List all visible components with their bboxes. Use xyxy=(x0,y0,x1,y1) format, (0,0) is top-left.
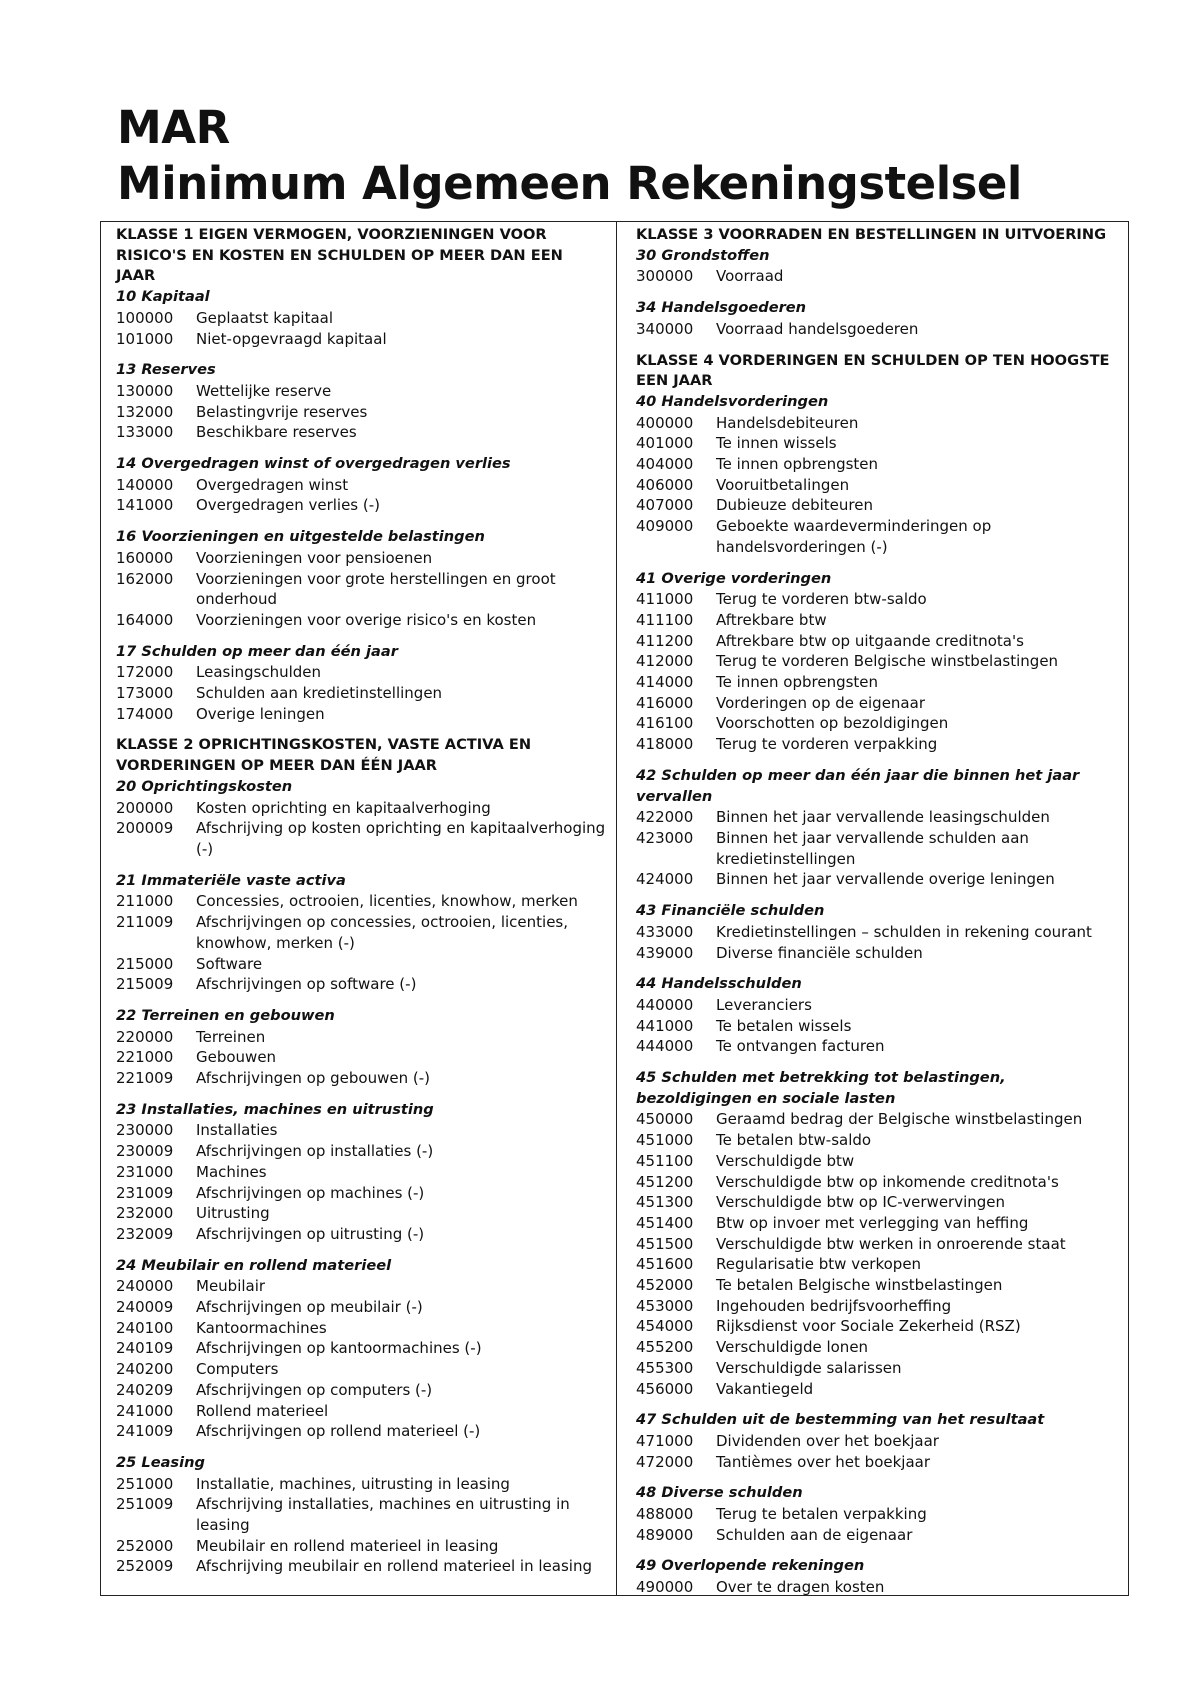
account-code: 221000 xyxy=(116,1048,174,1067)
group-heading: 25 Leasing xyxy=(116,1453,205,1471)
account-code: 440000 xyxy=(636,995,694,1014)
account-code: 422000 xyxy=(636,808,694,827)
account-row xyxy=(116,1183,606,1204)
account-code: 401000 xyxy=(636,434,694,453)
account-row xyxy=(636,413,1120,434)
group-heading: 42 Schulden op meer dan één jaar die binnen het jaar vervallen xyxy=(636,766,1080,805)
account-row xyxy=(116,1401,606,1422)
account-label: Overgedragen verlies (-) xyxy=(196,496,381,515)
account-row xyxy=(116,1494,606,1535)
account-label: Verschuldigde btw werken in onroerende staat xyxy=(716,1234,1066,1253)
account-row xyxy=(116,329,606,350)
account-label: Beschikbare reserves xyxy=(196,423,357,442)
group-heading: 45 Schulden met betrekking tot belastingen, bezoldigingen en sociale lasten xyxy=(636,1069,1006,1107)
account-code: 424000 xyxy=(636,870,694,889)
account-label: Te betalen btw-saldo xyxy=(716,1131,872,1150)
group-heading: 43 Financiële schulden xyxy=(636,902,825,920)
account-code: 454000 xyxy=(636,1317,694,1336)
account-code: 230009 xyxy=(116,1142,174,1161)
account-code: 211009 xyxy=(116,913,174,932)
account-code: 140000 xyxy=(116,475,174,494)
account-label: Binnen het jaar vervallende schulden aan kredietinstellingen xyxy=(716,828,1029,868)
account-row xyxy=(636,651,1120,672)
account-row xyxy=(116,1276,606,1297)
account-row xyxy=(116,1162,606,1183)
account-code: 231000 xyxy=(116,1162,174,1181)
account-row xyxy=(636,1337,1120,1358)
account-code: 456000 xyxy=(636,1379,694,1398)
account-row xyxy=(636,433,1120,454)
account-code: 240009 xyxy=(116,1298,174,1317)
account-row xyxy=(116,954,606,975)
account-label: Afschrijving op kosten oprichting en kapitaalverhoging (-) xyxy=(196,819,606,858)
account-label: Rijksdienst voor Sociale Zekerheid (RSZ) xyxy=(716,1317,1021,1336)
account-code: 407000 xyxy=(636,496,694,515)
account-code: 450000 xyxy=(636,1110,694,1129)
account-row xyxy=(116,662,606,683)
account-code: 232000 xyxy=(116,1204,174,1223)
account-row xyxy=(636,610,1120,631)
account-label: Te betalen Belgische winstbelastingen xyxy=(716,1276,1003,1295)
account-label: Afschrijvingen op rollend materieel (-) xyxy=(196,1422,481,1441)
account-label: Geboekte waardeverminderingen op handelsvorderingen (-) xyxy=(716,517,992,556)
account-row xyxy=(116,1380,606,1401)
account-code: 451500 xyxy=(636,1234,694,1253)
account-code: 200009 xyxy=(116,819,174,838)
group-heading: 49 Overlopende rekeningen xyxy=(636,1557,865,1575)
account-code: 412000 xyxy=(636,652,694,671)
account-label: Aftrekbare btw xyxy=(716,610,827,629)
account-code: 300000 xyxy=(636,267,694,286)
account-code: 418000 xyxy=(636,735,694,754)
account-row xyxy=(636,1577,1120,1598)
account-code: 241009 xyxy=(116,1422,174,1441)
account-code: 451600 xyxy=(636,1255,694,1274)
account-code: 174000 xyxy=(116,704,174,723)
account-label: Kantoormachines xyxy=(196,1318,327,1337)
account-label: Vorderingen op de eigenaar xyxy=(716,693,925,712)
account-row xyxy=(636,1130,1120,1151)
account-label: Rollend materieel xyxy=(196,1401,329,1420)
account-label: Verschuldigde btw op inkomende creditnota's xyxy=(716,1172,1059,1191)
account-label: Overige leningen xyxy=(196,704,325,723)
account-code: 200000 xyxy=(116,798,174,817)
account-row xyxy=(116,974,606,995)
group-heading: 44 Handelsschulden xyxy=(636,975,802,993)
page-title xyxy=(117,100,1022,212)
account-row xyxy=(116,495,606,516)
account-row xyxy=(636,1525,1120,1546)
account-label: Verschuldigde lonen xyxy=(716,1338,869,1357)
account-label: Dubieuze debiteuren xyxy=(716,496,873,515)
account-label: Tantièmes over het boekjaar xyxy=(716,1452,931,1471)
account-code: 251000 xyxy=(116,1474,174,1493)
account-row xyxy=(636,734,1120,755)
account-label: Verschuldigde btw xyxy=(716,1151,855,1170)
account-row xyxy=(636,319,1120,340)
account-row xyxy=(636,1316,1120,1337)
group-heading: 14 Overgedragen winst of overgedragen verlies xyxy=(116,455,511,473)
account-label: Te innen wissels xyxy=(716,434,837,453)
account-label: Voorzieningen voor pensioenen xyxy=(196,548,433,567)
account-code: 455200 xyxy=(636,1338,694,1357)
account-label: Installatie, machines, uitrusting in leasing xyxy=(196,1474,510,1493)
account-row xyxy=(116,1556,606,1577)
account-row xyxy=(636,1296,1120,1317)
account-code: 220000 xyxy=(116,1027,174,1046)
account-code: 160000 xyxy=(116,548,174,567)
group-heading: 47 Schulden uit de bestemming van het resultaat xyxy=(636,1411,1045,1429)
account-label: Te innen opbrengsten xyxy=(716,455,879,474)
account-row xyxy=(636,495,1120,516)
account-code: 400000 xyxy=(636,413,694,432)
group-heading: 23 Installaties, machines en uitrusting xyxy=(116,1100,434,1118)
account-code: 451000 xyxy=(636,1131,694,1150)
account-label: Over te dragen kosten xyxy=(716,1578,885,1597)
account-code: 455300 xyxy=(636,1358,694,1377)
account-row xyxy=(636,1358,1120,1379)
account-code: 241000 xyxy=(116,1401,174,1420)
klasse-heading: KLASSE 1 EIGEN VERMOGEN, VOORZIENINGEN VOOR RISICO'S EN KOSTEN EN SCHULDEN OP MEER DAN EEN JAAR xyxy=(116,226,563,285)
account-label: Belastingvrije reserves xyxy=(196,402,368,421)
account-row xyxy=(636,995,1120,1016)
account-label: Concessies, octrooien, licenties, knowhow, merken xyxy=(196,892,578,911)
account-code: 423000 xyxy=(636,828,694,847)
account-code: 252000 xyxy=(116,1536,174,1555)
account-code: 133000 xyxy=(116,423,174,442)
account-label: Binnen het jaar vervallende leasingschulden xyxy=(716,808,1050,827)
account-label: Voorraad handelsgoederen xyxy=(716,319,919,338)
account-label: Afschrijvingen op software (-) xyxy=(196,975,417,994)
account-code: 433000 xyxy=(636,922,694,941)
account-label: Binnen het jaar vervallende overige leningen xyxy=(716,870,1055,889)
account-row xyxy=(636,922,1120,943)
account-label: Terug te vorderen verpakking xyxy=(716,735,938,754)
account-label: Btw op invoer met verlegging van heffing xyxy=(716,1213,1029,1232)
account-row xyxy=(636,1431,1120,1452)
account-code: 404000 xyxy=(636,455,694,474)
account-row xyxy=(636,266,1120,287)
account-code: 215009 xyxy=(116,975,174,994)
account-code: 453000 xyxy=(636,1296,694,1315)
account-row xyxy=(636,807,1120,828)
account-code: 164000 xyxy=(116,610,174,629)
account-code: 451100 xyxy=(636,1151,694,1170)
account-label: Te innen opbrengsten xyxy=(716,673,879,692)
account-row xyxy=(636,869,1120,890)
account-row xyxy=(116,1120,606,1141)
account-label: Installaties xyxy=(196,1121,278,1140)
account-code: 471000 xyxy=(636,1431,694,1450)
account-label: Afschrijving installaties, machines en uitrusting in leasing xyxy=(196,1495,570,1535)
account-code: 416000 xyxy=(636,693,694,712)
account-label: Dividenden over het boekjaar xyxy=(716,1431,939,1450)
account-label: Te ontvangen facturen xyxy=(716,1037,885,1056)
account-row xyxy=(116,1224,606,1245)
account-label: Verschuldigde btw op IC-verwervingen xyxy=(716,1193,1006,1212)
account-row xyxy=(116,912,606,953)
account-label: Te betalen wissels xyxy=(716,1016,852,1035)
account-code: 231009 xyxy=(116,1183,174,1202)
account-code: 215000 xyxy=(116,954,174,973)
account-label: Schulden aan de eigenaar xyxy=(716,1525,913,1544)
account-label: Gebouwen xyxy=(196,1048,277,1067)
account-row xyxy=(636,672,1120,693)
account-code: 489000 xyxy=(636,1525,694,1544)
account-row xyxy=(636,1213,1120,1234)
account-code: 490000 xyxy=(636,1578,694,1597)
account-code: 451400 xyxy=(636,1213,694,1232)
account-code: 240109 xyxy=(116,1339,174,1358)
klasse-heading: KLASSE 3 VOORRADEN EN BESTELLINGEN IN UITVOERING xyxy=(636,226,1107,243)
account-code: 132000 xyxy=(116,402,174,421)
account-code: 221009 xyxy=(116,1069,174,1088)
account-label: Afschrijvingen op machines (-) xyxy=(196,1183,425,1202)
account-label: Terug te betalen verpakking xyxy=(716,1505,927,1524)
account-row xyxy=(636,828,1120,869)
account-row xyxy=(116,1359,606,1380)
account-label: Terug te vorderen btw-saldo xyxy=(716,590,927,609)
account-code: 414000 xyxy=(636,673,694,692)
account-row xyxy=(636,1275,1120,1296)
account-row xyxy=(116,548,606,569)
account-label: Voorzieningen voor overige risico's en kosten xyxy=(196,610,537,629)
account-label: Schulden aan kredietinstellingen xyxy=(196,684,443,703)
account-row xyxy=(116,818,606,859)
account-code: 439000 xyxy=(636,943,694,962)
account-code: 441000 xyxy=(636,1016,694,1035)
account-code: 211000 xyxy=(116,892,174,911)
account-label: Leveranciers xyxy=(716,995,812,1014)
account-code: 488000 xyxy=(636,1505,694,1524)
account-code: 240000 xyxy=(116,1277,174,1296)
account-row xyxy=(636,1452,1120,1473)
account-row xyxy=(636,631,1120,652)
account-code: 252009 xyxy=(116,1557,174,1576)
account-label: Software xyxy=(196,954,263,973)
account-code: 411000 xyxy=(636,590,694,609)
account-label: Handelsdebiteuren xyxy=(716,413,859,432)
account-row xyxy=(636,1234,1120,1255)
account-code: 100000 xyxy=(116,308,174,327)
account-label: Regularisatie btw verkopen xyxy=(716,1255,922,1274)
account-code: 451300 xyxy=(636,1193,694,1212)
account-row xyxy=(636,1254,1120,1275)
account-row xyxy=(636,713,1120,734)
account-label: Vooruitbetalingen xyxy=(716,475,850,494)
account-label: Afschrijving meubilair en rollend materieel in leasing xyxy=(196,1557,592,1576)
account-code: 130000 xyxy=(116,381,174,400)
group-heading: 13 Reserves xyxy=(116,361,216,379)
account-code: 411200 xyxy=(636,631,694,650)
account-label: Vakantiegeld xyxy=(716,1379,814,1398)
account-label: Niet-opgevraagd kapitaal xyxy=(196,329,387,348)
account-row xyxy=(116,475,606,496)
account-label: Afschrijvingen op gebouwen (-) xyxy=(196,1069,430,1088)
group-heading: 40 Handelsvorderingen xyxy=(636,392,829,410)
account-row xyxy=(116,610,606,631)
account-label: Verschuldigde salarissen xyxy=(716,1358,902,1377)
account-label: Leasingschulden xyxy=(196,663,322,682)
account-row xyxy=(116,1474,606,1495)
group-heading: 34 Handelsgoederen xyxy=(636,299,807,317)
account-label: Kosten oprichting en kapitaalverhoging xyxy=(196,798,491,817)
account-row xyxy=(116,1027,606,1048)
account-row xyxy=(116,891,606,912)
account-row xyxy=(116,1068,606,1089)
left-column xyxy=(116,225,606,1577)
account-row xyxy=(116,1536,606,1557)
group-heading: 16 Voorzieningen en uitgestelde belastingen xyxy=(116,528,485,546)
account-row xyxy=(636,475,1120,496)
account-label: Ingehouden bedrijfsvoorheffing xyxy=(716,1296,952,1315)
account-row xyxy=(636,1172,1120,1193)
account-label: Aftrekbare btw op uitgaande creditnota's xyxy=(716,631,1024,650)
account-row xyxy=(636,516,1120,557)
account-code: 173000 xyxy=(116,684,174,703)
account-row xyxy=(116,798,606,819)
account-code: 472000 xyxy=(636,1452,694,1471)
column-divider xyxy=(616,221,617,1596)
account-row xyxy=(116,1047,606,1068)
account-row xyxy=(636,1379,1120,1400)
account-label: Geplaatst kapitaal xyxy=(196,308,334,327)
account-code: 101000 xyxy=(116,329,174,348)
account-code: 141000 xyxy=(116,496,174,515)
group-heading: 41 Overige vorderingen xyxy=(636,569,832,587)
account-row xyxy=(116,1421,606,1442)
right-column xyxy=(636,225,1120,1598)
account-label: Afschrijvingen op installaties (-) xyxy=(196,1142,434,1161)
account-code: 406000 xyxy=(636,475,694,494)
account-label: Wettelijke reserve xyxy=(196,381,332,400)
account-label: Voorraad xyxy=(716,267,784,286)
account-code: 172000 xyxy=(116,663,174,682)
account-code: 240100 xyxy=(116,1318,174,1337)
group-heading: 10 Kapitaal xyxy=(116,288,210,306)
group-heading: 20 Oprichtingskosten xyxy=(116,777,293,795)
account-label: Geraamd bedrag der Belgische winstbelastingen xyxy=(716,1110,1083,1129)
account-row xyxy=(116,1297,606,1318)
account-row xyxy=(636,454,1120,475)
account-label: Meubilair en rollend materieel in leasing xyxy=(196,1536,499,1555)
account-row xyxy=(636,1504,1120,1525)
account-label: Kredietinstellingen – schulden in rekening courant xyxy=(716,922,1092,941)
account-row xyxy=(116,422,606,443)
account-label: Afschrijvingen op kantoormachines (-) xyxy=(196,1339,482,1358)
account-label: Afschrijvingen op uitrusting (-) xyxy=(196,1224,425,1243)
account-label: Terug te vorderen Belgische winstbelastingen xyxy=(716,652,1059,671)
account-row xyxy=(636,589,1120,610)
account-code: 444000 xyxy=(636,1037,694,1056)
account-label: Computers xyxy=(196,1360,279,1379)
account-row xyxy=(116,381,606,402)
account-row xyxy=(636,1192,1120,1213)
account-code: 411100 xyxy=(636,610,694,629)
account-label: Afschrijvingen op concessies, octrooien, licenties, knowhow, merken (-) xyxy=(196,913,569,952)
account-label: Uitrusting xyxy=(196,1204,270,1223)
account-code: 451200 xyxy=(636,1172,694,1191)
account-row xyxy=(116,1203,606,1224)
account-row xyxy=(636,1151,1120,1172)
account-label: Voorschotten op bezoldigingen xyxy=(716,714,949,733)
account-row xyxy=(636,943,1120,964)
account-label: Machines xyxy=(196,1162,267,1181)
klasse-heading: KLASSE 4 VORDERINGEN EN SCHULDEN OP TEN HOOGSTE EEN JAAR xyxy=(636,351,1110,390)
group-heading: 22 Terreinen en gebouwen xyxy=(116,1006,335,1024)
account-code: 251009 xyxy=(116,1495,174,1514)
account-code: 409000 xyxy=(636,517,694,536)
group-heading: 21 Immateriële vaste activa xyxy=(116,871,346,889)
account-code: 240200 xyxy=(116,1360,174,1379)
account-row xyxy=(636,693,1120,714)
account-code: 162000 xyxy=(116,569,174,588)
account-label: Voorzieningen voor grote herstellingen en groot onderhoud xyxy=(196,569,556,609)
account-code: 340000 xyxy=(636,319,694,338)
title-line-2: Minimum Algemeen Rekeningstelsel xyxy=(117,157,1022,210)
account-row xyxy=(636,1109,1120,1130)
account-row xyxy=(636,1036,1120,1057)
account-label: Diverse financiële schulden xyxy=(716,943,923,962)
account-label: Overgedragen winst xyxy=(196,475,349,494)
account-code: 416100 xyxy=(636,714,694,733)
account-code: 232009 xyxy=(116,1224,174,1243)
account-row xyxy=(116,402,606,423)
account-code: 452000 xyxy=(636,1276,694,1295)
account-row xyxy=(116,1318,606,1339)
account-label: Meubilair xyxy=(196,1277,266,1296)
account-row xyxy=(116,1338,606,1359)
title-line-1: MAR xyxy=(117,101,230,154)
group-heading: 24 Meubilair en rollend materieel xyxy=(116,1256,392,1274)
klasse-heading: KLASSE 2 OPRICHTINGSKOSTEN, VASTE ACTIVA EN VORDERINGEN OP MEER DAN ÉÉN JAAR xyxy=(116,736,532,775)
account-code: 230000 xyxy=(116,1121,174,1140)
account-row xyxy=(116,308,606,329)
account-row xyxy=(116,569,606,610)
account-row xyxy=(636,1016,1120,1037)
account-label: Afschrijvingen op meubilair (-) xyxy=(196,1298,423,1317)
group-heading: 48 Diverse schulden xyxy=(636,1484,803,1502)
account-row xyxy=(116,704,606,725)
group-heading: 17 Schulden op meer dan één jaar xyxy=(116,642,398,660)
account-row xyxy=(116,1141,606,1162)
account-label: Terreinen xyxy=(196,1027,266,1046)
group-heading: 30 Grondstoffen xyxy=(636,246,770,264)
account-label: Afschrijvingen op computers (-) xyxy=(196,1380,433,1399)
account-row xyxy=(116,683,606,704)
account-code: 240209 xyxy=(116,1380,174,1399)
